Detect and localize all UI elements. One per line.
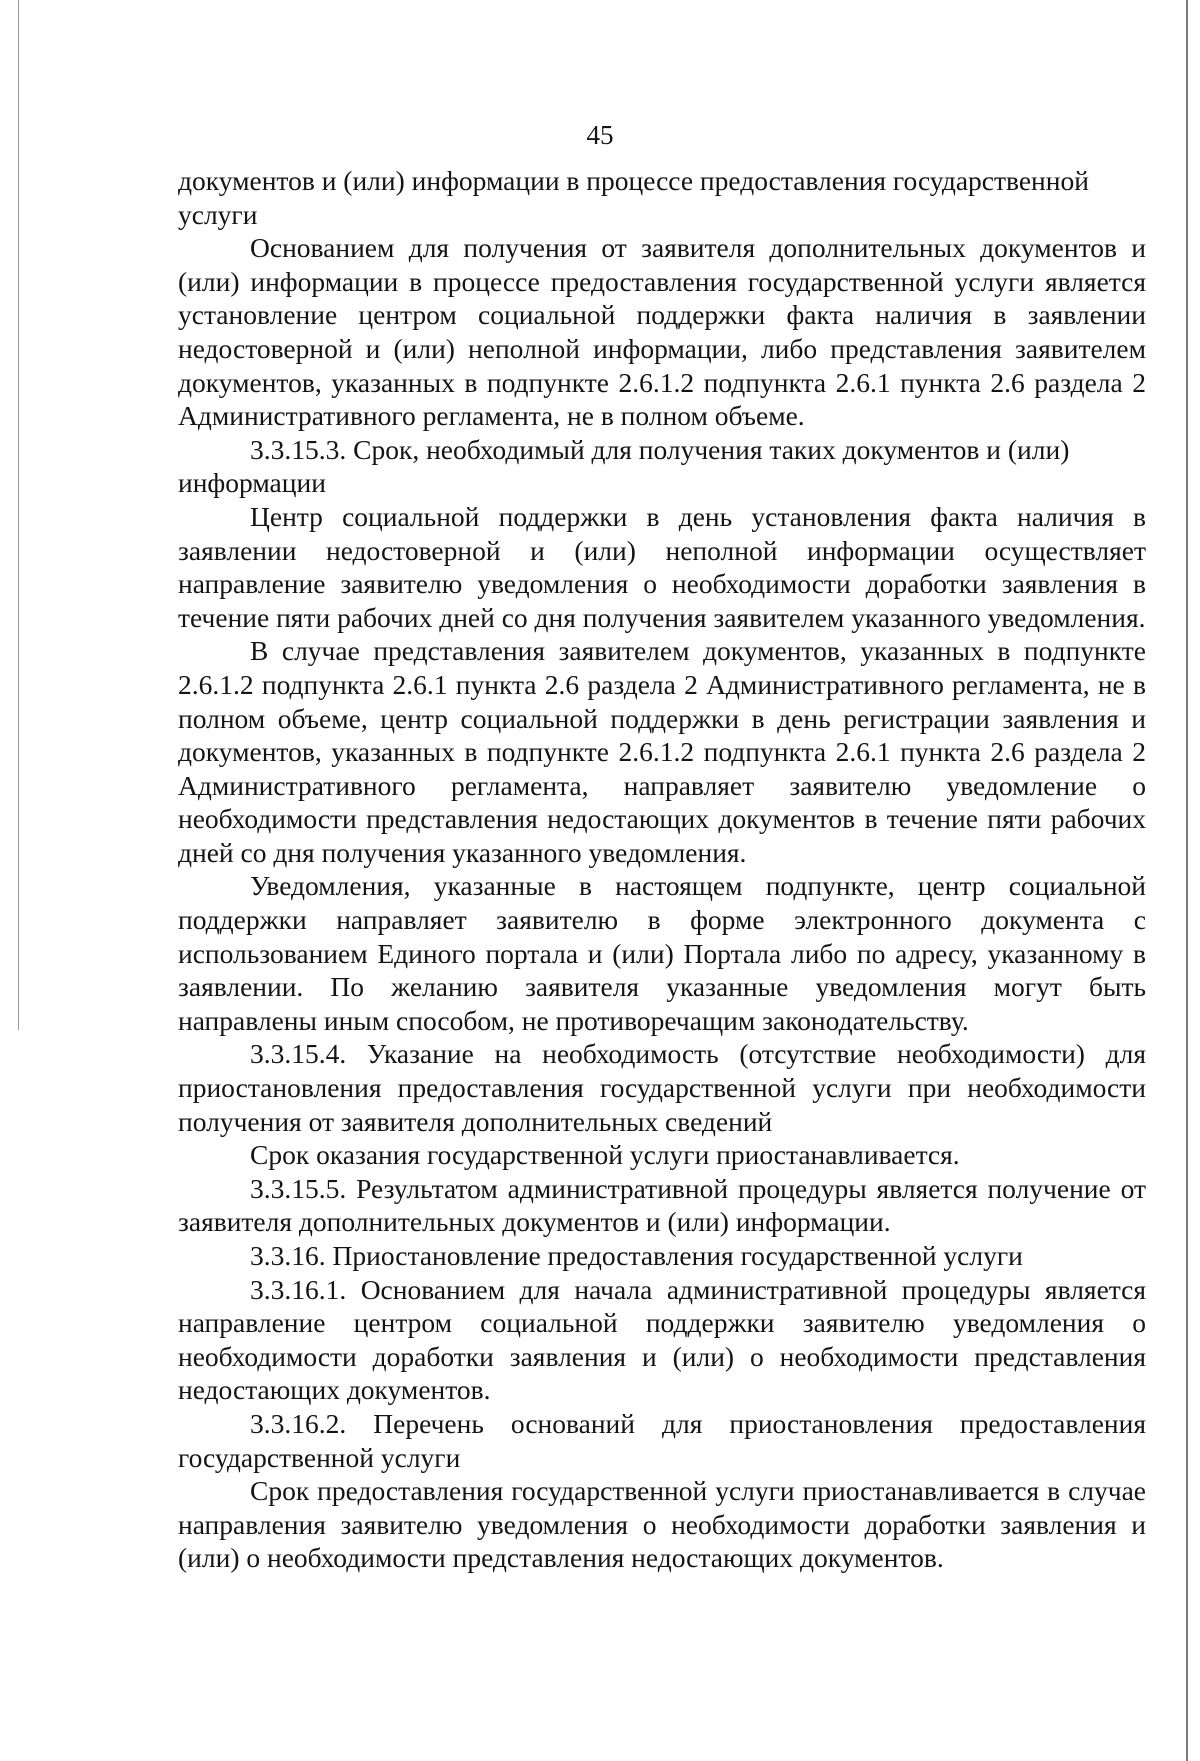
paragraph: 3.3.16. Приостановление предоставления государственной услуги [250,1240,1023,1271]
paragraph: Уведомления, указанные в настоящем подпункте, центр социальной поддержки направляет заявителю в форме электронного документа с использованием Единого портала и (или) Портала либо по адресу, указанному в заявлении. По желанию заявителя указанные уведомления могут быть направлены иным способом, не противоречащим законодательству. [178,870,1146,1036]
paragraph: 3.3.15.4. Указание на необходимость (отсутствие необходимости) для приостановления предоставления государственной услуги при необходимости получения от заявителя дополнительных сведений [178,1038,1146,1137]
paragraph: документов и (или) информации в процессе предоставления государственной услуги [178,165,1089,230]
scan-edge-line-left [18,0,19,1030]
scan-edge-line-right [1186,0,1188,1761]
paragraph: 3.3.15.5. Результатом административной процедуры является получение от заявителя дополнительных документов и (или) информации. [178,1172,1146,1238]
page-number: 45 [586,120,614,150]
paragraph: Срок оказания государственной услуги приостанавливается. [250,1139,960,1171]
body-text [178,164,1146,1575]
paragraph: Срок предоставления государственной услуги приостанавливается в случае направления заявителю уведомления о необходимости доработки заявления и (или) о необходимости представления недостающих документов. [178,1475,1146,1574]
paragraph: 3.3.15.3. Срок, необходимый для получения таких документов и (или) информации [178,433,1070,499]
paragraph: Центр социальной поддержки в день установления факта наличия в заявлении недостоверной и (или) неполной информации осуществляет направление заявителю уведомления о необходимости доработки заявления в течение пяти рабочих дней со дня получения заявителем указанного уведомления. [178,500,1146,633]
paragraph: В случае представления заявителем документов, указанных в подпункте 2.6.1.2 подпункта 2.6.1 пункта 2.6 раздела 2 Административного регламента, не в полном объеме, центр социальной поддержки в день регистрации заявления и документов, указанных в подпункте 2.6.1.2 подпункта 2.6.1 пункта 2.6 раздела 2 Административного регламента, направляет заявителю уведомление о необходимости представления недостающих документов в течение пяти рабочих дней со дня получения указанного уведомления. [178,635,1146,868]
paragraph: 3.3.16.2. Перечень оснований для приостановления предоставления государственной услуги [178,1407,1146,1473]
paragraph: 3.3.16.1. Основанием для начала административной процедуры является направление центром социальной поддержки заявителю уведомления о необходимости доработки заявления и (или) о необходимости представления недостающих документов. [178,1273,1146,1406]
paragraph: Основанием для получения от заявителя дополнительных документов и (или) информации в процессе предоставления государственной услуги является установление центром социальной поддержки факта наличия в заявлении недостоверной и (или) неполной информации, либо представления заявителем документов, указанных в подпункте 2.6.1.2 подпункта 2.6.1 пункта 2.6 раздела 2 Административного регламента, не в полном объеме. [178,232,1146,432]
